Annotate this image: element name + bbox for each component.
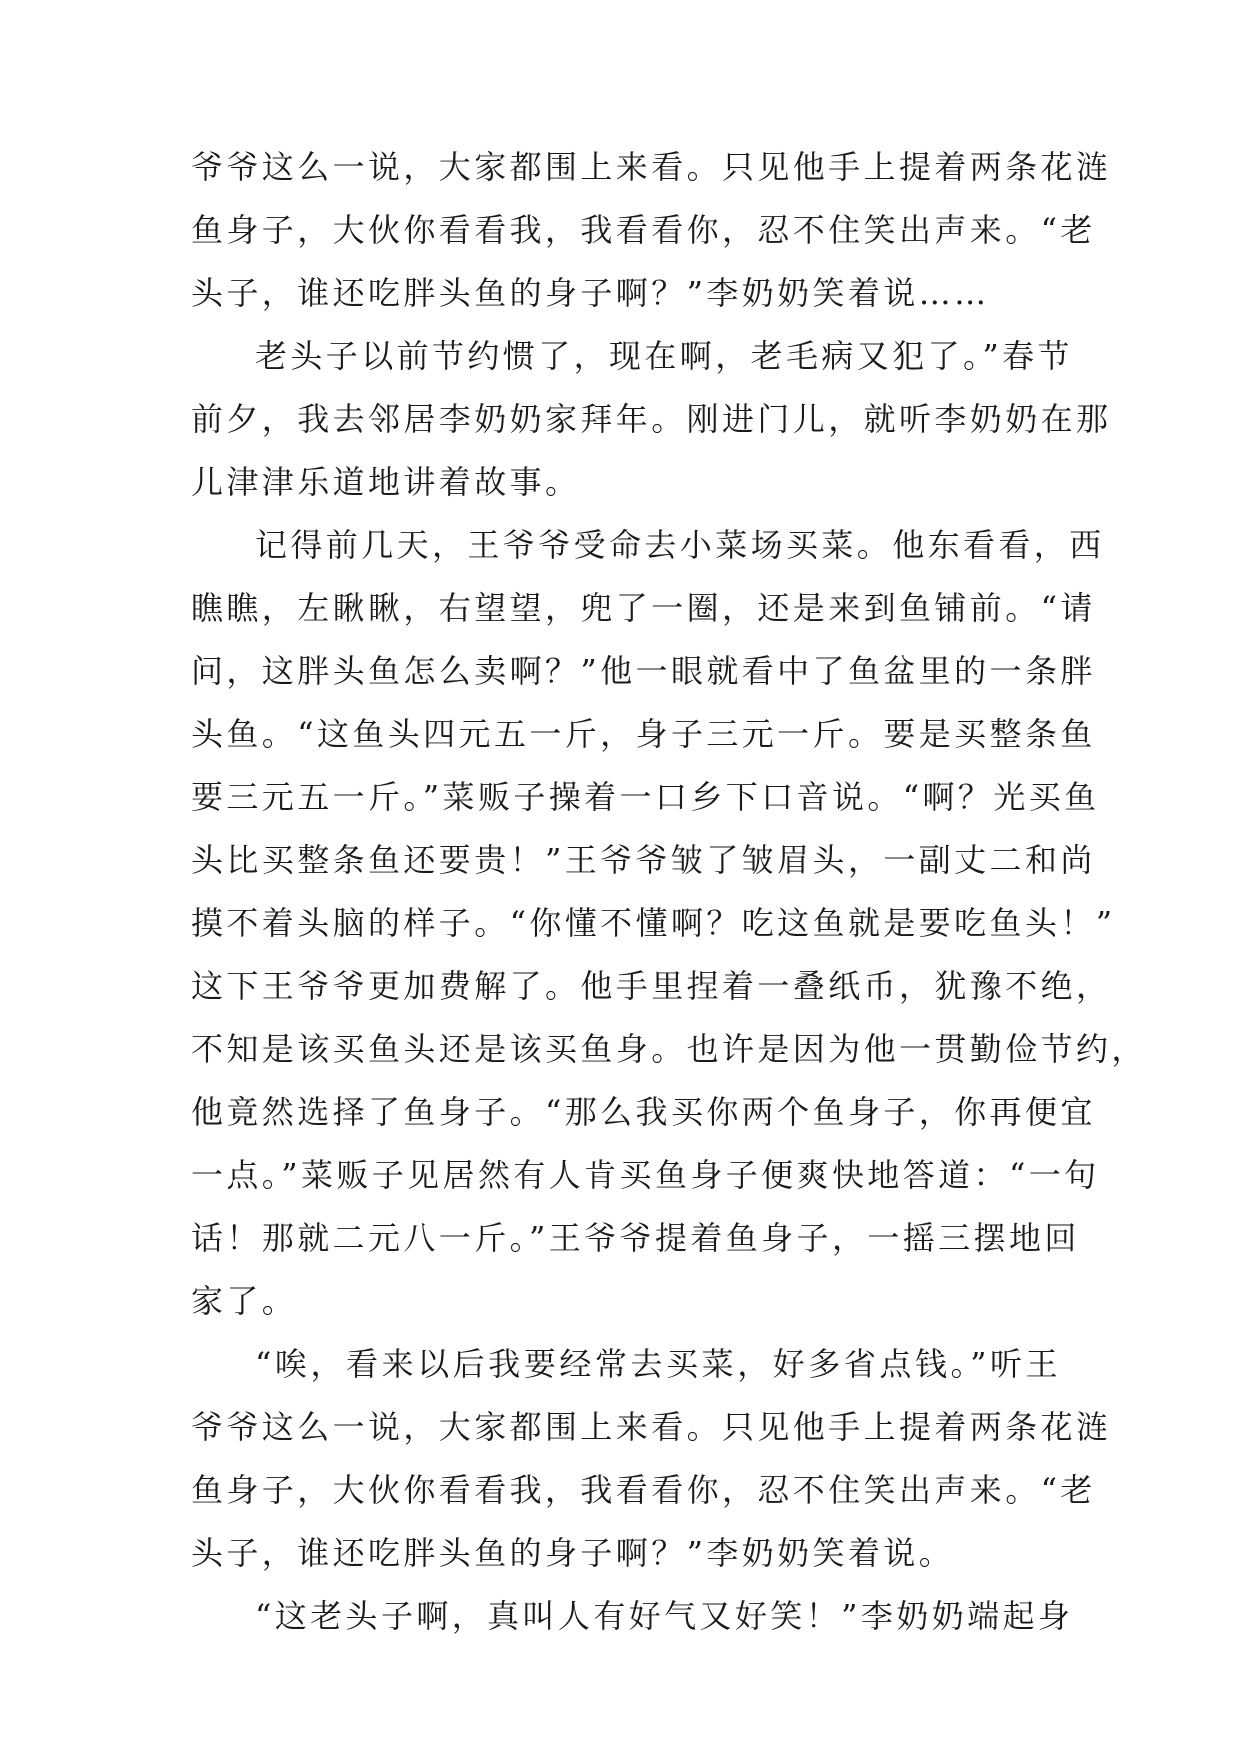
text-line: 瞧瞧，左瞅瞅，右望望，兜了一圈，还是来到鱼铺前。“请: [191, 589, 1096, 627]
text-line: 要三元五一斤。”菜贩子操着一口乡下口音说。“啊？光买鱼: [191, 778, 1100, 816]
text-line: 头鱼。“这鱼头四元五一斤，身子三元一斤。要是买整条鱼: [191, 715, 1096, 753]
text-line: 前夕，我去邻居李奶奶家拜年。刚进门儿，就听李奶奶在那: [191, 400, 1112, 438]
text-line: 儿津津乐道地讲着故事。: [191, 463, 581, 501]
text-line: 问，这胖头鱼怎么卖啊？”他一眼就看中了鱼盆里的一条胖: [191, 652, 1096, 690]
text-line: 不知是该买鱼头还是该买鱼身。也许是因为他一贯勤俭节约，: [191, 1030, 1147, 1068]
text-line: 头子，谁还吃胖头鱼的身子啊？”李奶奶笑着说……: [191, 274, 990, 312]
text-line: 他竟然选择了鱼身子。“那么我买你两个鱼身子，你再便宜: [191, 1093, 1096, 1131]
text-line: 爷爷这么一说，大家都围上来看。只见他手上提着两条花涟: [191, 148, 1112, 186]
text-line: 头子，谁还吃胖头鱼的身子啊？”李奶奶笑着说。: [191, 1534, 955, 1572]
text-line: 话！那就二元八一斤。”王爷爷提着鱼身子，一摇三摆地回: [191, 1219, 1080, 1257]
text-line: 鱼身子，大伙你看看我，我看看你，忍不住笑出声来。“老: [191, 211, 1096, 249]
text-line: 摸不着头脑的样子。“你懂不懂啊？吃这鱼就是要吃鱼头！”: [191, 904, 1116, 942]
paragraph-first-line: “这老头子啊，真叫人有好气又好笑！”李奶奶端起身: [255, 1597, 1074, 1635]
text-line: 爷爷这么一说，大家都围上来看。只见他手上提着两条花涟: [191, 1408, 1112, 1446]
paragraph-first-line: 记得前几天，王爷爷受命去小菜场买菜。他东看看，西: [255, 526, 1105, 564]
text-line: 这下王爷爷更加费解了。他手里捏着一叠纸币，犹豫不绝，: [191, 967, 1112, 1005]
paragraph-first-line: 老头子以前节约惯了，现在啊，老毛病又犯了。”春节: [255, 337, 1073, 375]
paragraph-first-line: “唉，看来以后我要经常去买菜，好多省点钱。”听王: [255, 1345, 1061, 1383]
text-line: 头比买整条鱼还要贵！”王爷爷皱了皱眉头，一副丈二和尚: [191, 841, 1096, 879]
text-line: 鱼身子，大伙你看看我，我看看你，忍不住笑出声来。“老: [191, 1471, 1096, 1509]
text-line: 家了。: [191, 1282, 298, 1320]
text-line: 一点。”菜贩子见居然有人肯买鱼身子便爽快地答道：“一句: [191, 1156, 1100, 1194]
